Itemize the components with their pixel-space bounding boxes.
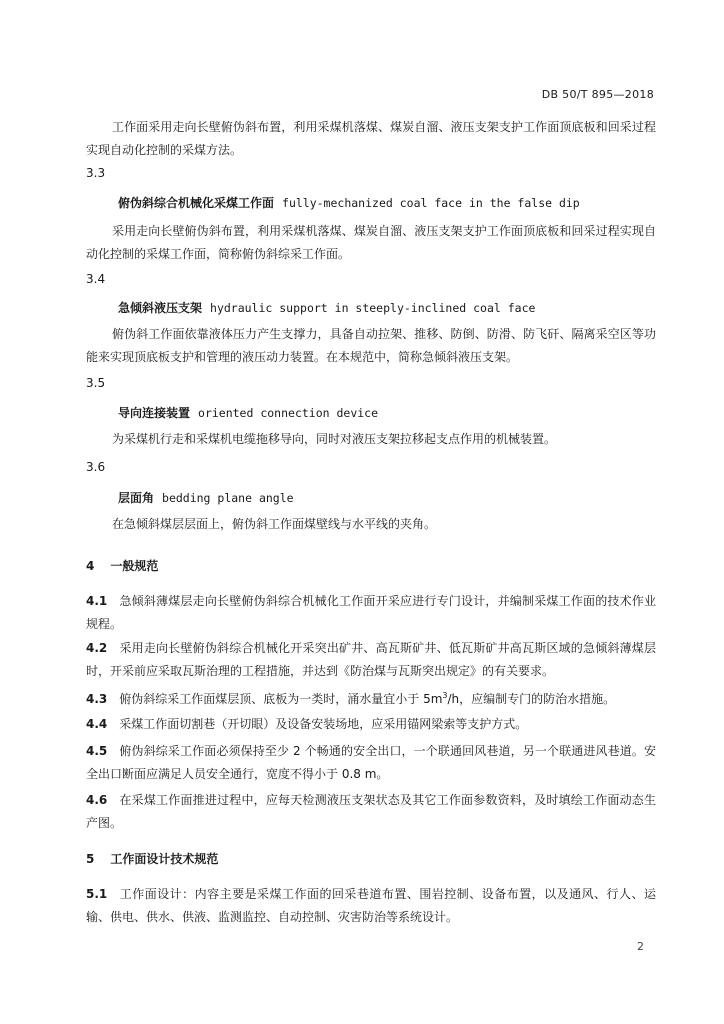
term-title bbox=[118, 489, 294, 506]
clause-number: 4.5 bbox=[86, 744, 108, 758]
clause bbox=[86, 740, 656, 786]
term-title bbox=[118, 194, 580, 211]
term-definition: 为采煤机行走和采煤机电缆拖移导向，同时对液压支架拉移起支点作用的机械装置。 bbox=[112, 432, 557, 446]
clause-text-before: 俯伪斜综采工作面煤层顶、底板为一类时，涌水量宜小于 5m bbox=[119, 692, 443, 706]
term-number: 3.5 bbox=[86, 376, 106, 390]
intro-paragraph: 工作面采用走向长壁俯伪斜布置，利用采煤机落煤、煤炭自溜、液压支架支护工作面顶底板和回采过程实现自动化控制的采煤方法。 bbox=[86, 120, 656, 157]
term-zh: 导向连接装置 bbox=[118, 406, 191, 420]
clause bbox=[86, 713, 656, 736]
term-definition: 采用走向长壁俯伪斜布置，利用采煤机落煤、煤炭自溜、液压支架支护工作面顶底板和回采过程实现自动化控制的采煤工作面，简称俯伪斜综采工作面。 bbox=[86, 224, 656, 261]
clause-text: 采用走向长壁俯伪斜综合机械化开采突出矿井、高瓦斯矿井、低瓦斯矿井高瓦斯区域的急倾斜薄煤层时，开采前应采取瓦斯治理的工程措施，并达到《防治煤与瓦斯突出规定》的有关要求。 bbox=[86, 641, 656, 678]
clause-number: 4.2 bbox=[86, 641, 108, 655]
clause-superscript: 3 bbox=[442, 691, 448, 700]
section-heading bbox=[86, 557, 158, 574]
section-heading bbox=[86, 850, 218, 867]
term-en: oriented connection device bbox=[198, 406, 379, 420]
term-title bbox=[118, 299, 535, 316]
clause bbox=[86, 637, 656, 683]
clause-number: 4.3 bbox=[86, 692, 108, 706]
clause-text: 在采煤工作面推进过程中，应每天检测液压支架状态及其它工作面参数资料，及时填绘工作面动态生产图。 bbox=[86, 793, 656, 830]
term-definition: 俯伪斜工作面依靠液体压力产生支撑力，具备自动拉架、推移、防倒、防滑、防飞矸、隔离采空区等功能来实现顶底板支护和管理的液压动力装置。在本规范中，简称急倾斜液压支架。 bbox=[86, 327, 656, 364]
clause bbox=[86, 883, 656, 929]
term-title bbox=[118, 404, 378, 421]
clause-number: 4.4 bbox=[86, 717, 108, 731]
term-number: 3.3 bbox=[86, 166, 106, 180]
term-zh: 俯伪斜综合机械化采煤工作面 bbox=[118, 196, 275, 210]
term-definition: 在急倾斜煤层层面上，俯伪斜工作面煤壁线与水平线的夹角。 bbox=[112, 517, 437, 531]
section-number: 5 bbox=[86, 852, 95, 866]
clause-text: 急倾斜薄煤层走向长壁俯伪斜综合机械化工作面开采应进行专门设计，并编制采煤工作面的技术作业规程。 bbox=[86, 594, 656, 631]
clause-text-after: /h，应编制专门的防治水措施。 bbox=[447, 692, 616, 706]
clause bbox=[86, 789, 656, 835]
term-en: bedding plane angle bbox=[162, 491, 294, 505]
term-zh: 急倾斜液压支架 bbox=[118, 301, 203, 315]
page-number: 2 bbox=[637, 940, 644, 953]
clause-number: 5.1 bbox=[86, 887, 108, 901]
term-en: hydraulic support in steeply-inclined coal face bbox=[210, 301, 536, 315]
clause-number: 4.1 bbox=[86, 594, 108, 608]
term-zh: 层面角 bbox=[118, 491, 155, 505]
section-number: 4 bbox=[86, 559, 95, 573]
clause-text: 俯伪斜综采工作面必须保持至少 2 个畅通的安全出口，一个联通回风巷道，另一个联通进风巷道。安全出口断面应满足人员安全通行，宽度不得小于 0.8 m。 bbox=[86, 744, 656, 781]
clause-text: 工作面设计：内容主要是采煤工作面的回采巷道布置、围岩控制、设备布置，以及通风、行人、运输、供电、供水、供液、监测监控、自动控制、灾害防治等系统设计。 bbox=[86, 887, 656, 924]
section-title: 一般规范 bbox=[110, 559, 159, 573]
clause-number: 4.6 bbox=[86, 793, 108, 807]
term-number: 3.4 bbox=[86, 272, 106, 286]
clause-text: 采煤工作面切割巷（开切眼）及设备安装场地，应采用锚网梁索等支护方式。 bbox=[119, 717, 528, 731]
term-number: 3.6 bbox=[86, 460, 106, 474]
clause bbox=[86, 684, 656, 711]
term-en: fully-mechanized coal face in the false dip bbox=[282, 196, 580, 210]
section-title: 工作面设计技术规范 bbox=[110, 852, 219, 866]
clause bbox=[86, 590, 656, 636]
standard-code-header: DB 50/T 895—2018 bbox=[541, 88, 654, 101]
